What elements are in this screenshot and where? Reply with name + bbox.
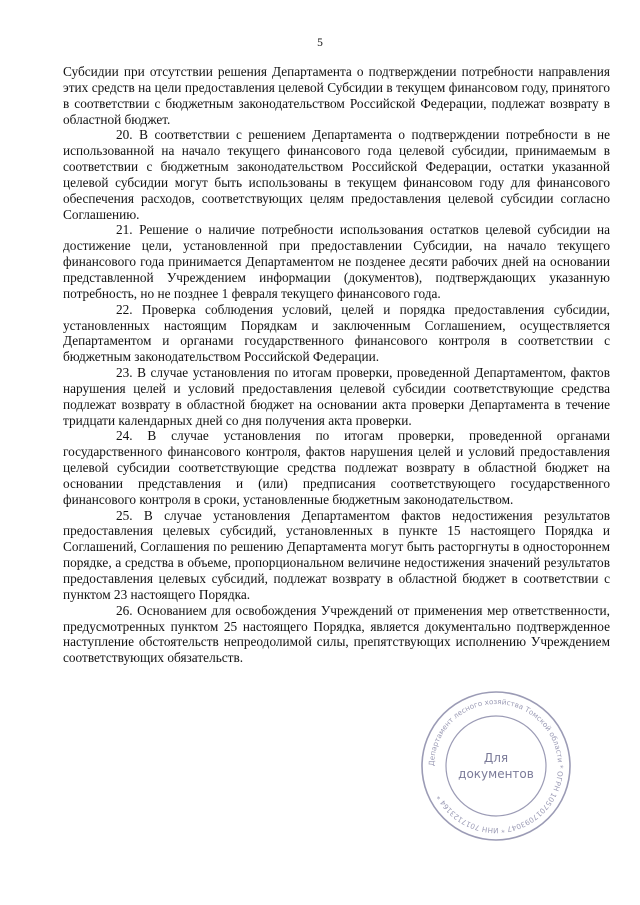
paragraph-26: 26. Основанием для освобождения Учреждений от применения мер ответственности, предусмотренных пунктом 25 настоящего Порядка, является документально подтвержденное наступление обстоятельств непреодолимой силы, препятствующих исполнению Учреждением соответствующих обязательств. (63, 602, 610, 666)
stamp-center-line-2: документов (458, 767, 534, 781)
paragraph-23: 23. В случае установления по итогам проверки, проведенной Департаментом, фактов нарушения целей и условий предоставления целевой субсидии соответствующие средства подлежат возврату в областной бюджет на основании акта проверки Департамента в течение тридцати календарных дней со дня получения акта проверки. (63, 365, 610, 428)
paragraph-24: 24. В случае установления по итогам проверки, проведенной органами государственного финансового контроля, фактов нарушения целей и условий предоставления целевой субсидии соответствующие средства подлежат возврату в областной бюджет на основании представления и (или) предписания соответствующего государственного финансового контроля в сроки, установленные бюджетным законодательством. (63, 428, 610, 507)
page-number: 5 (317, 37, 323, 49)
paragraph-19-continuation: Субсидии при отсутствии решения Департамента о подтверждении потребности направления этих средств на цели предоставления целевой Субсидии в текущем финансовом году, принятого в соответствии с бюджетным законодательством Российской Федерации, подлежат возврату в областной бюджет. (63, 64, 610, 127)
paragraph-25: 25. В случае установления Департаментом фактов недостижения результатов предоставления целевых субсидий, установленных в пункте 15 настоящего Порядка и Соглашений, Соглашения по решению Департамента могут быть расторгнуты в одностороннем порядке, а средства в объеме, пропорциональном величине недостижения значений результатов предоставления целевых субсидий, подлежат возврату в областной бюджет в соответствии с пунктом 23 настоящего Порядка. (63, 507, 610, 602)
stamp-center-line-1: Для (483, 751, 509, 765)
stamp-inner-ring (446, 716, 546, 816)
stamp-ring-text: Департамент лесного хозяйства Томской области * ОГРН 1057017093047 * ИНН 7017123164 * (426, 696, 566, 836)
document-body (63, 64, 610, 666)
paragraph-22: 22. Проверка соблюдения условий, целей и порядка предоставления субсидии, установленных настоящим Порядкам и заключенным Соглашением, осуществляется Департаментом и органами государственного финансового контроля в соответствии с бюджетным законодательством Российской Федерации. (63, 301, 610, 365)
paragraph-20: 20. В соответствии с решением Департамента о подтверждении потребности в не использованной на начало текущего финансового года целевой субсидии, принимаемым в соответствии с бюджетным законодательством Российской Федерации, остатки указанной целевой субсидии могут быть использованы в текущем финансовом году для финансового обеспечения расходов, соответствующих целям предоставления целевой субсидии согласно Соглашению. (63, 127, 610, 222)
official-stamp (418, 688, 574, 844)
stamp-outer-ring (422, 692, 570, 840)
paragraph-21: 21. Решение о наличие потребности использования остатков целевой субсидии на достижение цели, установленной при предоставлении Субсидии, на начало текущего финансового года принимается Департаментом не позденее десяти рабочих дней на основании представленной Учреждением информации (документов), подтверждающих указанную потребность, но не позднее 1 февраля текущего финансового года. (63, 222, 610, 301)
